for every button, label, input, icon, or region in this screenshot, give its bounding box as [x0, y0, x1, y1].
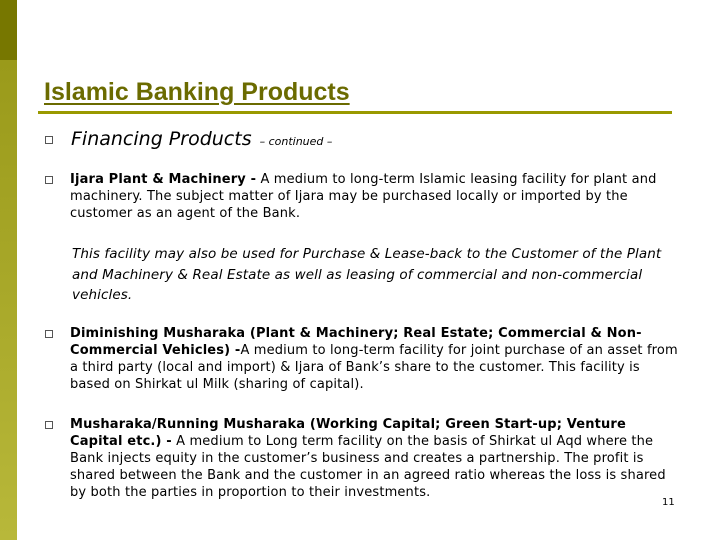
square-bullet-icon	[45, 421, 53, 429]
financing-products-heading	[71, 128, 332, 150]
diminishing-musharaka-term: Diminishing Musharaka (Plant & Machinery; Real Estate; Commercial & Non-Commercial Vehicles) -	[70, 326, 642, 358]
musharaka-paragraph	[70, 416, 680, 501]
ijara-paragraph	[70, 171, 680, 222]
ijara-note: This facility may also be used for Purchase & Lease-back to the Customer of the Plant and Machinery & Real Estate as well as leasing of commercial and non-commercial vehicles.	[72, 246, 662, 303]
continued-label: – continued –	[259, 135, 333, 148]
ijara-description: A medium to long-term Islamic leasing facility for plant and machinery. The subject matter of Ijara may be purchased locally or imported by the customer as an agent of the Bank.	[70, 172, 657, 221]
musharaka-description: A medium to Long term facility on the basis of Shirkat ul Aqd where the Bank injects equity in the customer’s business and creates a partnership. The profit is shared between the Bank and the customer in an agreed ratio whereas the loss is shared by both the parties in proportion to their investments.	[70, 434, 666, 500]
diminishing-musharaka-description: A medium to long-term facility for joint purchase of an asset from a third party (local and import) & Ijara of Bank’s share to the customer. This facility is based on Shirkat ul Milk (sharing of capital).	[70, 343, 678, 392]
slide-title: Islamic Banking Products	[44, 78, 350, 106]
musharaka-term: Musharaka/Running Musharaka (Working Capital; Green Start-up; Venture Capital etc.) -	[70, 417, 626, 449]
square-bullet-icon	[45, 330, 53, 338]
square-bullet-icon	[45, 136, 53, 144]
page-number: 11	[662, 497, 675, 508]
left-accent-bar	[0, 0, 17, 540]
title-underline-rule	[38, 111, 672, 114]
section-heading: Financing Products	[71, 128, 252, 150]
square-bullet-icon	[45, 176, 53, 184]
ijara-term: Ijara Plant & Machinery -	[70, 172, 257, 187]
diminishing-musharaka-paragraph	[70, 325, 680, 393]
